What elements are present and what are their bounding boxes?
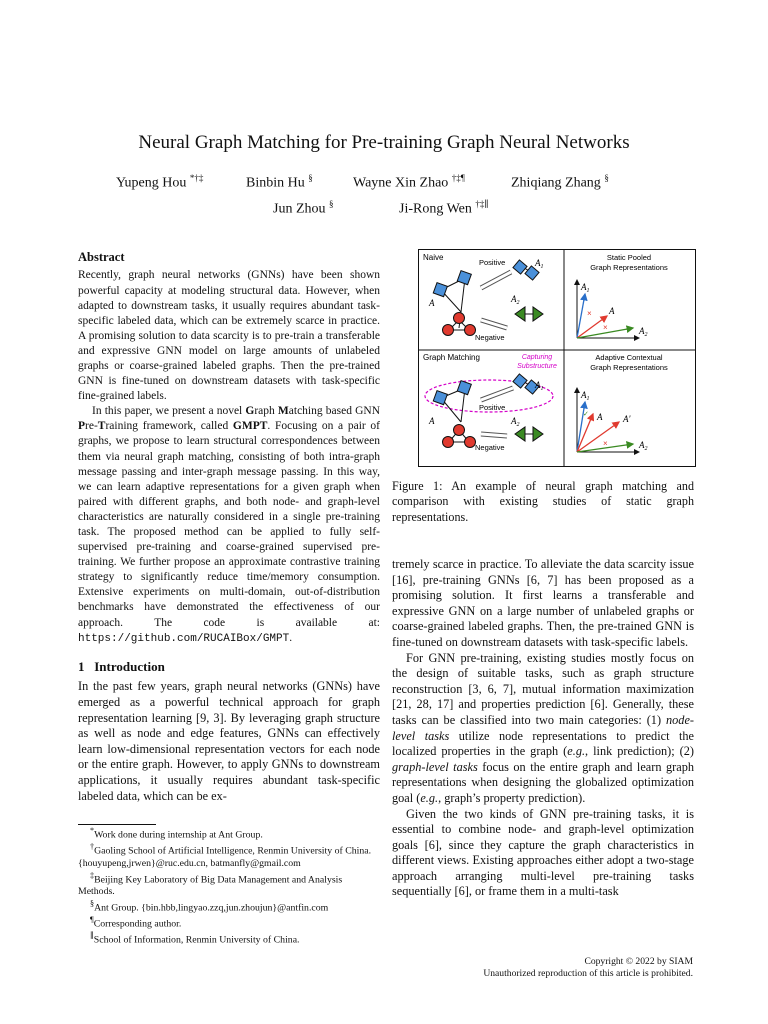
- svg-text:A: A: [429, 416, 435, 426]
- adaptive-title-line2: Graph Representations: [590, 363, 668, 372]
- capturing-label-2: Substructure: [517, 363, 557, 370]
- adaptive-title-line1: Adaptive Contextual: [595, 353, 663, 362]
- svg-text:A: A: [429, 298, 435, 308]
- footnote-5: ¶Corresponding author.: [90, 915, 182, 930]
- right-paragraph-2: For GNN pre-training, existing studies mostly focus on the design of suitable tasks, such as graph structure reconstruction [3, 6, 7], mutual information maximization [21, 28, 17] and properties prediction [6]. Generally, these tasks can be classified into two main categories: (1) node-level tasks utilize node representations to predict the localized properties in the graph (e.g., link prediction); (2) graph-level tasks focus on the entire graph and learn graph representations when designing the globalized optimization goal (e.g., graph’s property prediction).: [392, 650, 695, 805]
- footnote-4: §Ant Group. {bin.hbb,lingyao.zzq,jun.zhoujun}@antfin.com: [90, 898, 329, 914]
- svg-text:A1: $A_1$: [535, 380, 544, 392]
- svg-text:A': A': [623, 414, 631, 424]
- author-4: Zhiqiang Zhang §: [511, 173, 609, 191]
- svg-text:A2: $A_2$: [511, 294, 520, 306]
- static-title-line1: Static Pooled: [606, 253, 652, 262]
- static-vector-plot: [577, 280, 648, 338]
- code-url-link[interactable]: https://github.com/RUCAIBox/GMPT: [78, 632, 290, 645]
- abstract-section: [78, 250, 380, 647]
- abstract-paragraph-1: Recently, graph neural networks (GNNs) have been shown powerful capacity at modeling structural data. However, when adapted to downstream tasks, it usually requires abundant task-specific labeled data, which can be extremely scarce in practice. A promising solution to data scarcity is to pre-train a transferable and expressive GNN model on large amounts of unlabeled graphs or coarse-grained labeled graphs. Then the pre-trained GNN is fine-tuned on downstream datasets with task-specific fine-grained labels.: [78, 269, 380, 403]
- svg-text:✓: ✓: [583, 411, 589, 418]
- svg-text:×: ×: [587, 309, 592, 318]
- graph-a1-top: [513, 258, 544, 280]
- svg-text:×: ×: [603, 323, 608, 332]
- figure-1-caption: Figure 1: An example of neural graph matching and comparison with existing studies of static graph representations.: [392, 479, 694, 524]
- right-paragraph-1: tremely scarce in practice. To alleviate the data scarcity issue [16], pre-training GNNs [6, 7] has been proposed as a promising solution. It first learns a transferable and expressive GNN on a large number of unlabeled graphs or coarse-grained labeled graphs. Then, the pre-trained GNN is fine-tuned on downstream datasets with task-specific labels.: [392, 557, 694, 649]
- graph-a-bottom: [428, 381, 476, 448]
- svg-text:A1: $A_1$: [535, 258, 544, 270]
- author-3: Wayne Xin Zhao †‡¶: [353, 173, 465, 191]
- graph-a2-top: [510, 294, 543, 321]
- footnote-2: †Gaoling School of Artificial Intelligence, Renmin University of China. {houyupeng,jrwen}@ruc.edu.cn, batmanfly@gmail.com: [78, 842, 372, 869]
- introduction-paragraph-1: In the past few years, graph neural networks (GNNs) have emerged as a powerful technical approach for graph representation learning [9, 3]. By leveraging graph structure as well as node and edge features, GNNs can effectively learn low-dimensional representation vectors for each node or the entire graph. However, to apply GNNs to downstream applications, it usually requires abundant task-specific labeled data, which can be ex-: [78, 679, 380, 803]
- adaptive-vector-plot: [577, 388, 648, 452]
- svg-text:A2: $A_2$: [511, 416, 520, 428]
- footnote-1: *Work done during internship at Ant Group.: [90, 826, 263, 841]
- graph-a1-bottom: [513, 374, 544, 394]
- svg-text:A2: $A_2$: [639, 326, 648, 338]
- figure-1: [418, 249, 696, 467]
- author-5: Jun Zhou §: [273, 199, 334, 217]
- label-positive-top: Positive: [479, 258, 506, 267]
- svg-text:A: A: [597, 412, 603, 422]
- svg-text:A1: $A_1$: [581, 390, 590, 402]
- label-negative-top: Negative: [475, 333, 505, 342]
- introduction-section: [78, 659, 380, 804]
- graph-a2-bottom: [510, 416, 543, 441]
- author-1: Yupeng Hou *†‡: [116, 173, 204, 191]
- footnotes: [78, 825, 380, 947]
- panel-naive-label: Naive: [423, 253, 444, 262]
- svg-text:×: ×: [603, 439, 608, 448]
- graph-a-top: [428, 271, 476, 336]
- abstract-paragraph-2: In this paper, we present a novel Graph Matching based GNN Pre-Training framework, called GMPT. Focusing on a pair of graphs, we propose to learn structural correspondences between them via neural graph matching, consisting of both intra-graph message passing and inter-graph message passing. In this way, we can learn adaptive representations for a given graph when paired with different graphs, and both node- and graph-level characteristics are naturally considered in a single pre-training task. The proposed method can be applied to fully self-supervised pre-training and coarse-grained supervised pre-training. We further propose an approximate contrastive training strategy to significantly reduce time/memory consumption. Extensive experiments on multi-domain, out-of-distribution benchmarks have demonstrated the effectiveness of our approach. The code is available at: https://github.com/RUCAIBox/GMPT.: [78, 405, 381, 645]
- figure-1-diagram: [419, 250, 695, 466]
- right-paragraph-3: Given the two kinds of GNN pre-training tasks, it is essential to combine node- and graph-level optimization goals [6], since they capture the graph characteristics in different views. Existing approaches either adopt a two-stage approach arranging multi-level pre-training tasks sequentially [6], or frame them in a multi-task: [392, 806, 694, 899]
- right-column-body: [392, 557, 694, 900]
- introduction-heading: 1 Introduction: [78, 659, 165, 674]
- abstract-heading: Abstract: [78, 250, 125, 264]
- copyright-notice: [483, 956, 693, 979]
- author-6: Ji-Rong Wen †‡∥: [399, 199, 489, 217]
- label-positive-bottom: Positive: [479, 403, 506, 412]
- paper-title: Neural Graph Matching for Pre-training Graph Neural Networks: [138, 132, 630, 153]
- capturing-label-1: Capturing: [521, 354, 553, 361]
- svg-text:A2: $A_2$: [639, 440, 648, 452]
- author-2: Binbin Hu §: [246, 173, 313, 191]
- label-negative-bottom: Negative: [475, 443, 505, 452]
- svg-text:A1: $A_1$: [581, 282, 590, 294]
- static-title-line2: Graph Representations: [590, 263, 668, 272]
- footnote-6: ∥School of Information, Renmin University of China.: [90, 931, 300, 946]
- copyright-line-1: Copyright © 2022 by SIAM: [584, 956, 693, 967]
- footnote-3: ‡Beijing Key Laboratory of Big Data Management and Analysis Methods.: [78, 870, 343, 897]
- svg-text:A: A: [609, 306, 615, 316]
- panel-matching-label: Graph Matching: [423, 353, 480, 362]
- copyright-line-2: Unauthorized reproduction of this article is prohibited.: [483, 967, 693, 979]
